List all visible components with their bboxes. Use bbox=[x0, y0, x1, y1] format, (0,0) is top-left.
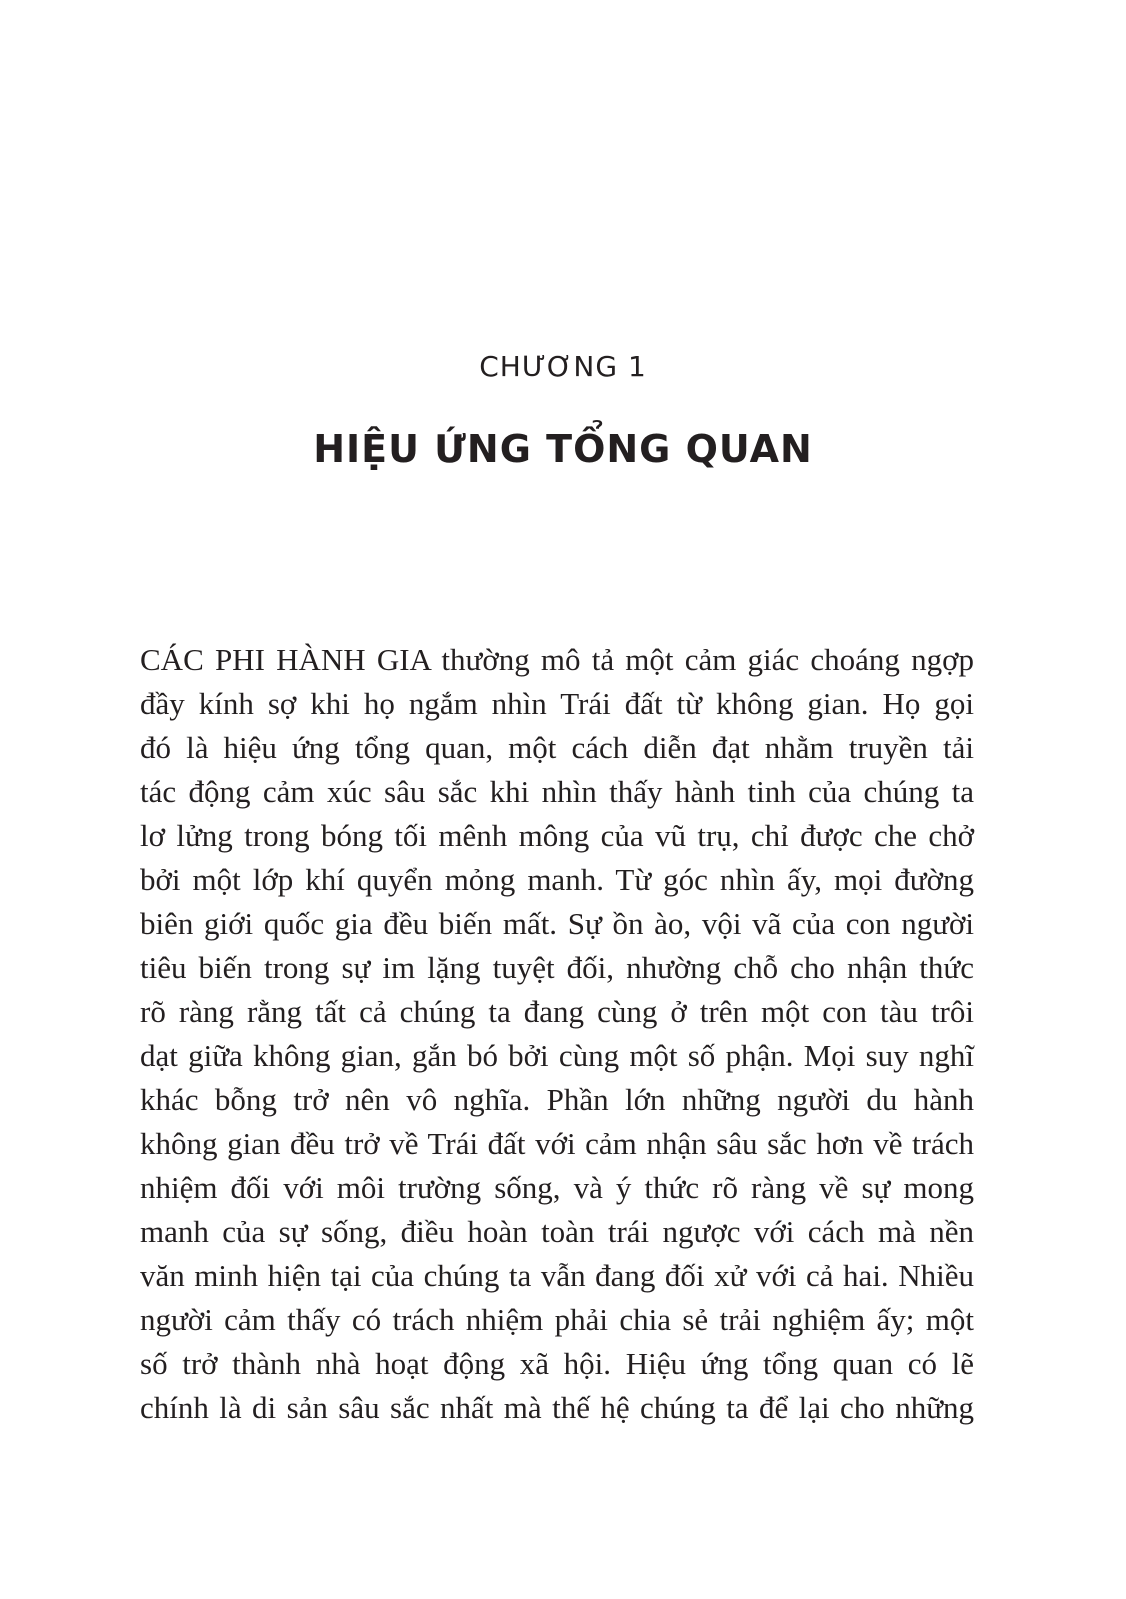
paragraph-line: bởi một lớp khí quyển mỏng manh. Từ góc nhìn ấy, mọi đường bbox=[140, 862, 974, 897]
paragraph-line: manh của sự sống, điều hoàn toàn trái ngược với cách mà nền bbox=[140, 1214, 974, 1249]
paragraph-line: dạt giữa không gian, gắn bó bởi cùng một số phận. Mọi suy nghĩ bbox=[140, 1038, 974, 1073]
paragraph-line: tác động cảm xúc sâu sắc khi nhìn thấy hành tinh của chúng ta bbox=[140, 774, 974, 809]
chapter-title: HIỆU ỨNG TỔNG QUAN bbox=[313, 427, 813, 471]
paragraph-line: người cảm thấy có trách nhiệm phải chia sẻ trải nghiệm ấy; một bbox=[140, 1302, 974, 1337]
paragraph-line: văn minh hiện tại của chúng ta vẫn đang đối xử với cả hai. Nhiều bbox=[140, 1258, 974, 1293]
paragraph-line: đó là hiệu ứng tổng quan, một cách diễn đạt nhằm truyền tải bbox=[140, 730, 974, 765]
paragraph-line: biên giới quốc gia đều biến mất. Sự ồn ào, vội vã của con người bbox=[140, 906, 974, 941]
paragraph-line: đầy kính sợ khi họ ngắm nhìn Trái đất từ không gian. Họ gọi bbox=[140, 686, 974, 721]
paragraph-line: rõ ràng rằng tất cả chúng ta đang cùng ở trên một con tàu trôi bbox=[140, 994, 974, 1029]
paragraph-line: không gian đều trở về Trái đất với cảm nhận sâu sắc hơn về trách bbox=[140, 1126, 974, 1161]
paragraph-line: khác bỗng trở nên vô nghĩa. Phần lớn những người du hành bbox=[140, 1082, 974, 1117]
paragraph-line: số trở thành nhà hoạt động xã hội. Hiệu ứng tổng quan có lẽ bbox=[140, 1346, 974, 1381]
body-paragraph bbox=[140, 638, 974, 1430]
paragraph-line: CÁC PHI HÀNH GIA thường mô tả một cảm giác choáng ngợp bbox=[140, 642, 974, 677]
paragraph-line: nhiệm đối với môi trường sống, và ý thức rõ ràng về sự mong bbox=[140, 1170, 974, 1205]
paragraph-line: chính là di sản sâu sắc nhất mà thế hệ chúng ta để lại cho những bbox=[140, 1390, 974, 1425]
paragraph-line: lơ lửng trong bóng tối mênh mông của vũ trụ, chỉ được che chở bbox=[140, 818, 974, 853]
paragraph-line: tiêu biến trong sự im lặng tuyệt đối, nhường chỗ cho nhận thức bbox=[140, 950, 974, 985]
chapter-number: CHƯƠNG 1 bbox=[479, 350, 647, 383]
